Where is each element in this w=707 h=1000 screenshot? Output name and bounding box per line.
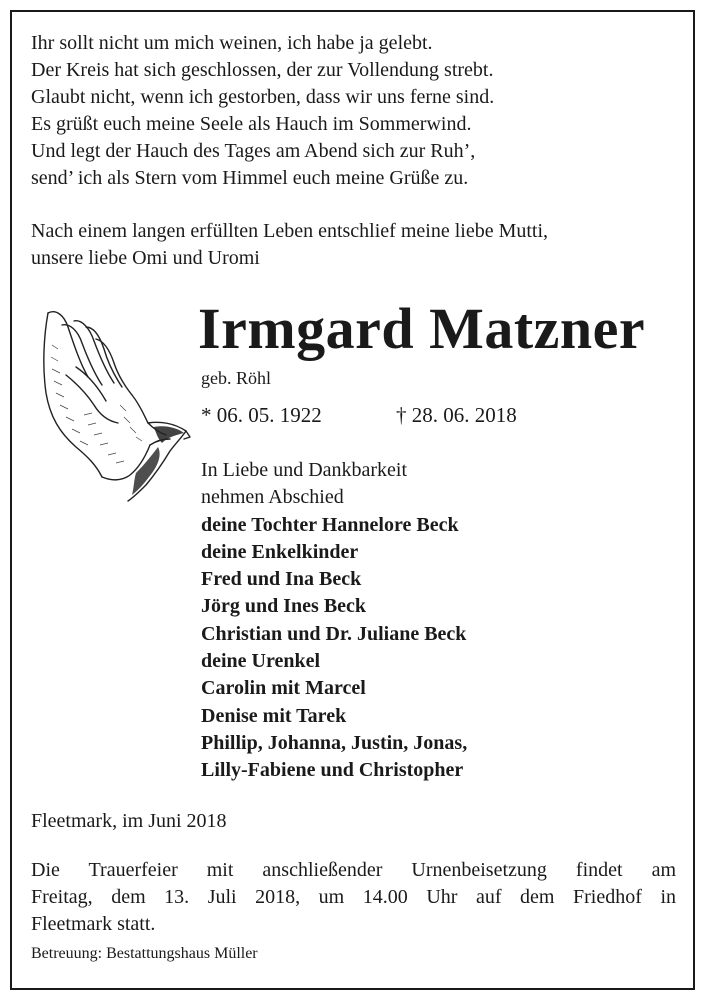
intro-line: unsere liebe Omi und Uromi bbox=[31, 247, 260, 269]
poem-line: Glaubt nicht, wenn ich gestorben, dass wir uns ferne sind. bbox=[31, 86, 495, 108]
poem-line: send’ ich als Stern vom Himmel euch meine Grüße zu. bbox=[31, 167, 469, 189]
birth-date: * 06. 05. 1922 bbox=[201, 403, 322, 427]
intro-text bbox=[31, 218, 676, 272]
poem bbox=[31, 30, 671, 192]
mourners-list bbox=[201, 457, 671, 785]
mourner-line: Denise mit Tarek bbox=[201, 704, 347, 727]
funeral-notice bbox=[31, 857, 676, 938]
mourners-intro-line: In Liebe und Dankbarkeit bbox=[201, 459, 408, 481]
mourner-line: deine Tochter Hannelore Beck bbox=[201, 513, 459, 536]
funeral-line: Freitag, dem 13. Juli 2018, um 14.00 Uhr auf dem Friedhof in bbox=[31, 886, 676, 908]
mourner-line: deine Enkelkinder bbox=[201, 540, 359, 563]
mourner-line: Carolin mit Marcel bbox=[201, 677, 366, 700]
mourner-line: Christian und Dr. Juliane Beck bbox=[201, 622, 467, 645]
mourner-line: Lilly-Fabiene und Christopher bbox=[201, 759, 464, 782]
mourner-line: Fred und Ina Beck bbox=[201, 568, 362, 591]
poem-line: Der Kreis hat sich geschlossen, der zur Vollendung strebt. bbox=[31, 59, 494, 81]
death-date: † 28. 06. 2018 bbox=[396, 403, 517, 427]
praying-hands-icon bbox=[36, 305, 192, 505]
mourner-line: deine Urenkel bbox=[201, 650, 321, 673]
funeral-home-credit: Betreuung: Bestattungshaus Müller bbox=[31, 945, 258, 962]
place-date: Fleetmark, im Juni 2018 bbox=[31, 810, 227, 832]
poem-line: Und legt der Hauch des Tages am Abend sich zur Ruh’, bbox=[31, 140, 476, 162]
poem-line: Es grüßt euch meine Seele als Hauch im Sommerwind. bbox=[31, 113, 472, 135]
mourner-line: Phillip, Johanna, Justin, Jonas, bbox=[201, 731, 468, 754]
mourner-line: Jörg und Ines Beck bbox=[201, 595, 367, 618]
maiden-name: geb. Röhl bbox=[201, 368, 271, 388]
funeral-line: Die Trauerfeier mit anschließender Urnenbeisetzung findet am bbox=[31, 859, 676, 881]
deceased-name: Irmgard Matzner bbox=[198, 296, 646, 361]
poem-line: Ihr sollt nicht um mich weinen, ich habe ja gelebt. bbox=[31, 32, 433, 54]
funeral-line: Fleetmark statt. bbox=[31, 913, 156, 935]
mourners-intro-line: nehmen Abschied bbox=[201, 486, 344, 509]
intro-line: Nach einem langen erfüllten Leben entschlief meine liebe Mutti, bbox=[31, 220, 549, 242]
